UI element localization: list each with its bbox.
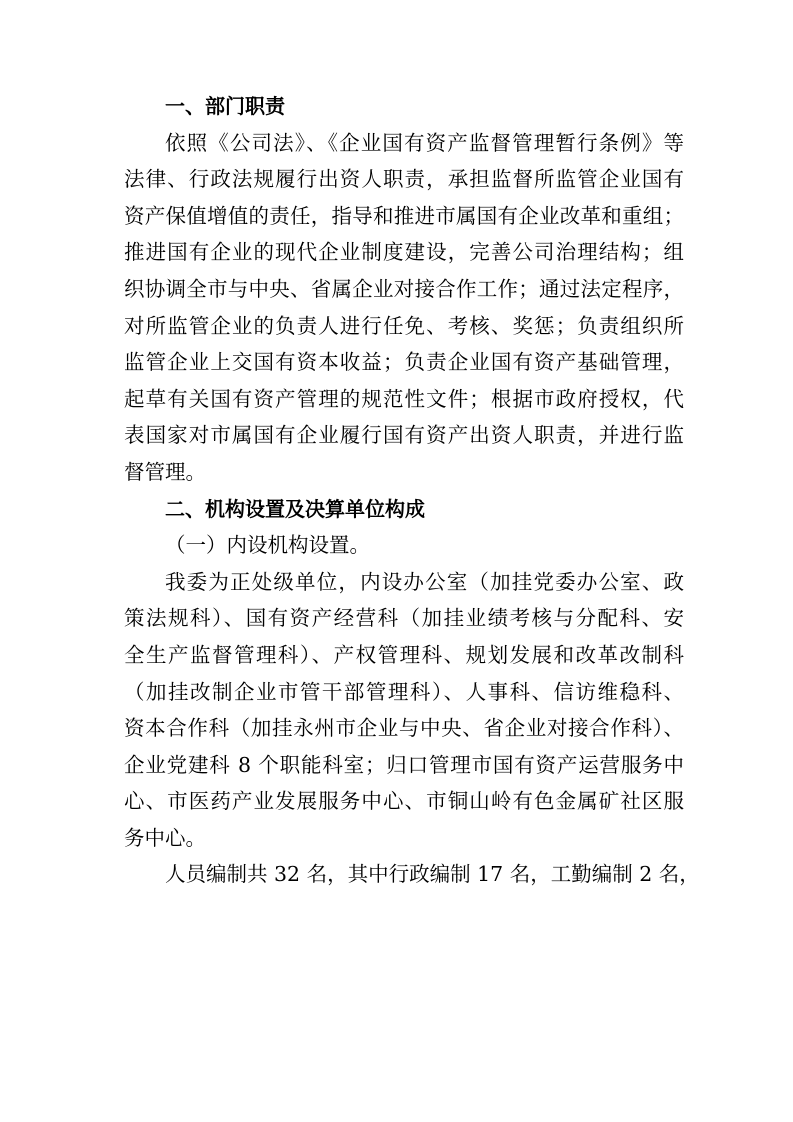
- subheading-internal-departments: （一）内设机构设置。: [165, 533, 370, 558]
- text-line: 策法规科）、国有资产经营科（加挂业绩考核与分配科、安: [124, 606, 684, 631]
- text-line: 我委为正处级单位，内设办公室（加挂党委办公室、政: [165, 569, 684, 594]
- text-line: 务中心。: [124, 825, 206, 850]
- section-heading-responsibilities: 一、部门职责: [165, 94, 285, 118]
- paragraph-staffing: [124, 856, 700, 893]
- text-line: 督管理。: [124, 459, 206, 484]
- document-page: [124, 88, 700, 893]
- paragraph-responsibilities: [124, 125, 684, 491]
- text-line: 对所监管企业的负责人进行任免、考核、奖惩；负责组织所: [124, 313, 684, 338]
- text-line: 起草有关国有资产管理的规范性文件；根据市政府授权，代: [124, 386, 684, 411]
- text-line: 依照《公司法》、《企业国有资产监督管理暂行条例》等: [165, 130, 684, 155]
- text-line: 织协调全市与中央、省属企业对接合作工作；通过法定程序，: [124, 276, 684, 301]
- section-heading-organization: 二、机构设置及决算单位构成: [165, 496, 425, 521]
- paragraph-departments: [124, 564, 684, 857]
- text-line: 法律、行政法规履行出资人职责，承担监督所监管企业国有: [124, 167, 684, 192]
- text-line: 表国家对市属国有企业履行国有资产出资人职责，并进行监: [124, 423, 684, 448]
- text-line: 企业党建科 8 个职能科室；归口管理市国有资产运营服务中: [124, 752, 684, 777]
- text-line: 全生产监督管理科）、产权管理科、规划发展和改革改制科: [124, 642, 684, 667]
- text-line: （加挂改制企业市管干部管理科）、人事科、信访维稳科、: [124, 679, 684, 704]
- text-line: 推进国有企业的现代企业制度建设，完善公司治理结构；组: [124, 240, 684, 265]
- text-line: 人员编制共 32 名，其中行政编制 17 名，工勤编制 2 名，: [165, 862, 700, 887]
- text-line: 资本合作科（加挂永州市企业与中央、省企业对接合作科）、: [124, 716, 684, 741]
- text-line: 监管企业上交国有资本收益；负责企业国有资产基础管理，: [124, 350, 684, 375]
- text-line: 心、市医药产业发展服务中心、市铜山岭有色金属矿社区服: [124, 789, 684, 814]
- text-line: 资产保值增值的责任，指导和推进市属国有企业改革和重组；: [124, 203, 684, 228]
